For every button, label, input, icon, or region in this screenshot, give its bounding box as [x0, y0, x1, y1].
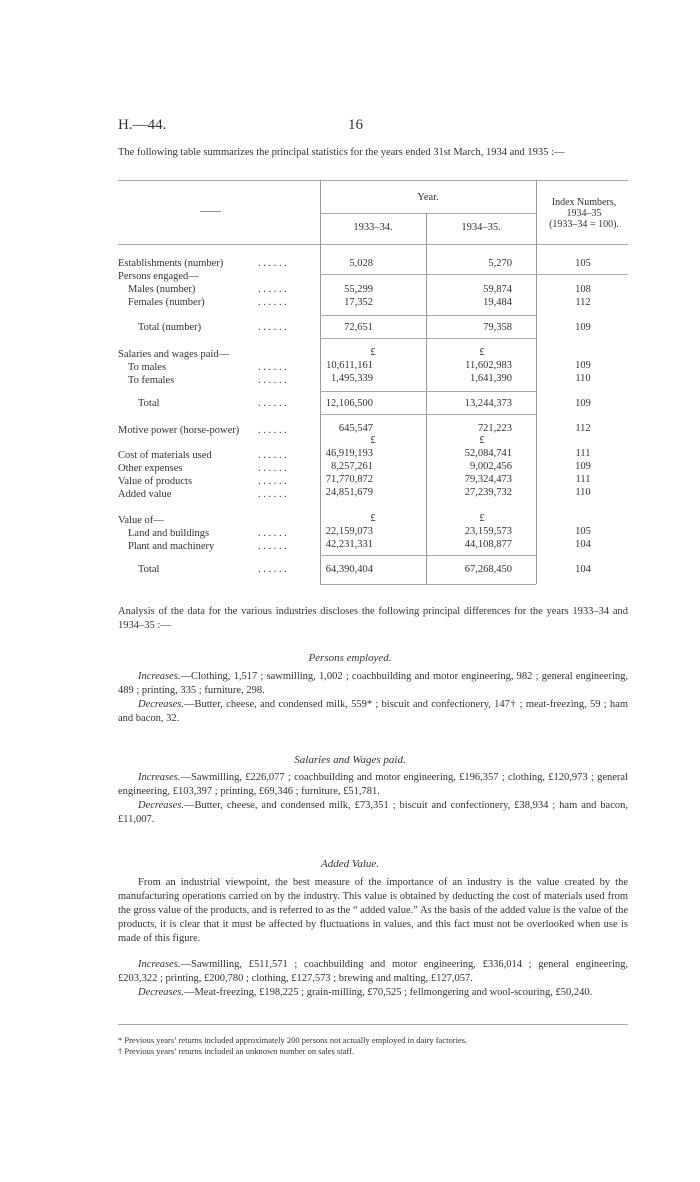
cell-1934-35: 67,268,450 [464, 564, 512, 575]
cell-1934-35: 9,002,456 [470, 461, 512, 472]
cell-1934-35: 52,084,741 [464, 448, 512, 459]
row-rule [320, 274, 628, 275]
cell-1933-34: 12,106,500 [325, 398, 373, 409]
row-label: To females [128, 375, 175, 386]
cell-1933-34: 10,611,161 [326, 360, 373, 371]
row-dots: . . . . . . [258, 322, 287, 333]
row-dots: . . . . . . [258, 297, 287, 308]
increases-label: Increases. [138, 671, 181, 682]
cell-1933-34: 22,159,073 [325, 526, 373, 537]
analysis-paragraph: Analysis of the data for the various industries discloses the following principal differences for the years 1933–34 and 1934–35 :— [118, 606, 628, 631]
row-rule [320, 338, 536, 339]
row-label: Value of— [118, 515, 164, 526]
cell-1933-34: 42,231,331 [325, 539, 373, 550]
col-1934-35: 1934–35. [461, 222, 501, 233]
cell-index: 110 [575, 487, 591, 498]
document-reference: H.—44. [118, 117, 167, 133]
persons-increases [118, 670, 628, 698]
currency-1934-35: £ [479, 347, 485, 358]
decreases-text: —Meat-freezing, £198,225 ; grain-milling, £70,525 ; fellmongering and wool-scouring, £50,240. [183, 987, 593, 998]
currency-1933-34: £ [370, 347, 376, 358]
cell-1934-35: 27,239,732 [464, 487, 512, 498]
cell-1934-35: 13,244,373 [464, 398, 512, 409]
cell-1934-35: 44,108,877 [464, 539, 512, 550]
row-label: Other expenses [118, 463, 183, 474]
cell-1934-35: 19,484 [483, 297, 512, 308]
salaries-increases [118, 771, 628, 799]
cell-index: 109 [575, 360, 591, 371]
row-label: Land and buildings [128, 528, 210, 539]
increases-text: —Sawmilling, £511,571 ; coachbuilding and motor engineering, £336,014 ; general engineering, £203,322 ; printing, £200,780 ; clothing, £127,573 ; brewing and malting, £127,057. [118, 959, 628, 984]
row-label: Total [138, 564, 160, 575]
row-label: Value of products [118, 476, 193, 487]
cell-1934-35: 79,324,473 [464, 474, 512, 485]
cell-index: 104 [575, 564, 591, 575]
index-header-3: (1933–34 = 100). [549, 219, 619, 230]
cell-index: 111 [575, 448, 591, 459]
row-dots: . . . . . . [258, 398, 287, 409]
footnote-1: * Previous years’ returns included approximately 200 persons not actually employed in dairy factories. [118, 1035, 468, 1045]
persons-decreases [118, 698, 628, 726]
cell-index: 112 [575, 297, 591, 308]
cell-index: 105 [575, 258, 591, 269]
cell-1934-35: 59,874 [483, 284, 512, 295]
cell-index: 108 [575, 284, 591, 295]
increases-text: —Clothing, 1,517 ; sawmilling, 1,002 ; coachbuilding and motor engineering, 982 ; general engineering, 489 ; printing, 335 ; furniture, 298. [118, 671, 628, 696]
currency-1933-34: £ [370, 513, 376, 524]
cell-1933-34: 55,299 [344, 284, 373, 295]
row-dots: . . . . . . [258, 284, 287, 295]
salaries-decreases [118, 799, 628, 827]
decreases-label: Decreases. [138, 800, 184, 811]
intro-paragraph: The following table summarizes the principal statistics for the years ended 31st March, 1934 and 1935 :— [118, 147, 565, 158]
added-value-body: From an industrial viewpoint, the best measure of the importance of an industry is the value created by the manufacturing operations carried on by the industry. This value is obtained by deducting the cost of materials used from the gross value of the products, and is referred to as the “ added value.” As the basis of the added value is the value of the products, it is clear that it must be affected by fluctuations in values, and this fact must not be overlooked when use is made of this figure. [118, 877, 628, 944]
cell-index: 109 [575, 398, 591, 409]
row-dots: . . . . . . [258, 541, 287, 552]
footnote-rule [118, 1024, 628, 1025]
cell-1934-35: 1,641,390 [470, 373, 512, 384]
added-decreases [118, 986, 628, 1000]
index-header-1: Index Numbers, [551, 197, 617, 208]
currency-1934-35: £ [479, 513, 485, 524]
row-label: Salaries and wages paid— [118, 349, 230, 360]
row-label: Males (number) [128, 284, 196, 295]
row-dots: . . . . . . [258, 564, 287, 575]
row-label: Persons engaged— [118, 271, 199, 282]
year-header: Year. [417, 192, 439, 203]
cell-1934-35: 721,223 [477, 423, 512, 434]
table-vline-2 [426, 213, 427, 584]
table-top-rule [118, 180, 628, 181]
cell-index: 110 [575, 373, 591, 384]
header-bottom-rule [118, 244, 628, 245]
increases-text: —Sawmilling, £226,077 ; coachbuilding and motor engineering, £196,357 ; clothing, £120,973 ; general engineering, £103,397 ; printing, £69,346 ; furniture, £51,781. [118, 772, 628, 797]
decreases-text: —Butter, cheese, and condensed milk, 559* ; biscuit and confectionery, 147† ; meat-freezing, 59 ; ham and bacon, 32. [118, 699, 628, 724]
col-1933-34: 1933–34. [353, 222, 393, 233]
row-label: Plant and machinery [128, 541, 215, 552]
row-rule [320, 391, 536, 392]
cell-1933-34: 1,495,339 [331, 373, 373, 384]
decreases-label: Decreases. [138, 987, 184, 998]
cell-index: 105 [575, 526, 591, 537]
row-label: Total (number) [138, 322, 202, 333]
cell-1933-34: 17,352 [344, 297, 373, 308]
cell-1933-34: 5,028 [349, 258, 373, 269]
index-header-2: 1934–35 [566, 208, 602, 219]
cell-1933-34: 71,770,872 [325, 474, 373, 485]
footnote-2: † Previous years’ returns included an unknown number on sales staff. [118, 1046, 354, 1056]
cell-1933-34: 645,547 [338, 423, 373, 434]
row-dots: . . . . . . [258, 463, 287, 474]
cell-index: 109 [575, 461, 591, 472]
row-label: Establishments (number) [118, 258, 224, 269]
decreases-text: —Butter, cheese, and condensed milk, £73,351 ; biscuit and confectionery, £38,934 ; ham and bacon, £11,007. [118, 800, 628, 825]
row-label: Total [138, 398, 160, 409]
row-dots: . . . . . . [258, 362, 287, 373]
added-increases [118, 958, 628, 986]
increases-label: Increases. [138, 959, 181, 970]
row-rule [320, 315, 536, 316]
increases-label: Increases. [138, 772, 181, 783]
row-dots: . . . . . . [258, 425, 287, 436]
cell-1933-34: 8,257,261 [331, 461, 373, 472]
row-dots: . . . . . . [258, 375, 287, 386]
row-label: To males [128, 362, 167, 373]
page-number: 16 [348, 117, 363, 133]
row-dots: . . . . . . [258, 476, 287, 487]
section-title-persons: Persons employed. [308, 652, 392, 664]
row-label: Added value [118, 489, 172, 500]
row-label: Females (number) [128, 297, 205, 308]
row-rule [320, 414, 536, 415]
cell-index: 104 [575, 539, 591, 550]
cell-1933-34: 24,851,679 [325, 487, 373, 498]
row-label: Cost of materials used [118, 450, 212, 461]
decreases-label: Decreases. [138, 699, 184, 710]
cell-1934-35: 23,159,573 [464, 526, 512, 537]
cell-1933-34: 72,651 [344, 322, 373, 333]
cell-index: 112 [575, 423, 591, 434]
row-rule [320, 584, 536, 585]
row-dots: . . . . . . [258, 450, 287, 461]
cell-1934-35: 5,270 [488, 258, 512, 269]
cell-index: 109 [575, 322, 591, 333]
row-rule [320, 555, 536, 556]
cell-1934-35: 79,358 [483, 322, 512, 333]
row-dots: . . . . . . [258, 489, 287, 500]
cell-1934-35: 11,602,983 [465, 360, 512, 371]
section-title-salaries: Salaries and Wages paid. [294, 754, 406, 766]
cell-1933-34: 46,919,193 [325, 448, 373, 459]
row-label: Motive power (horse-power) [118, 425, 240, 436]
stub-header: —— [200, 206, 221, 217]
cell-1933-34: 64,390,404 [325, 564, 373, 575]
row-dots: . . . . . . [258, 528, 287, 539]
currency-1934-35: £ [479, 435, 485, 446]
row-dots: . . . . . . [258, 258, 287, 269]
table-vline-3 [536, 180, 537, 584]
section-title-added-value: Added Value. [320, 858, 380, 870]
year-subheader-rule [320, 213, 536, 214]
cell-index: 111 [575, 474, 591, 485]
currency-1933-34: £ [370, 435, 376, 446]
table-vline-1 [320, 180, 321, 584]
